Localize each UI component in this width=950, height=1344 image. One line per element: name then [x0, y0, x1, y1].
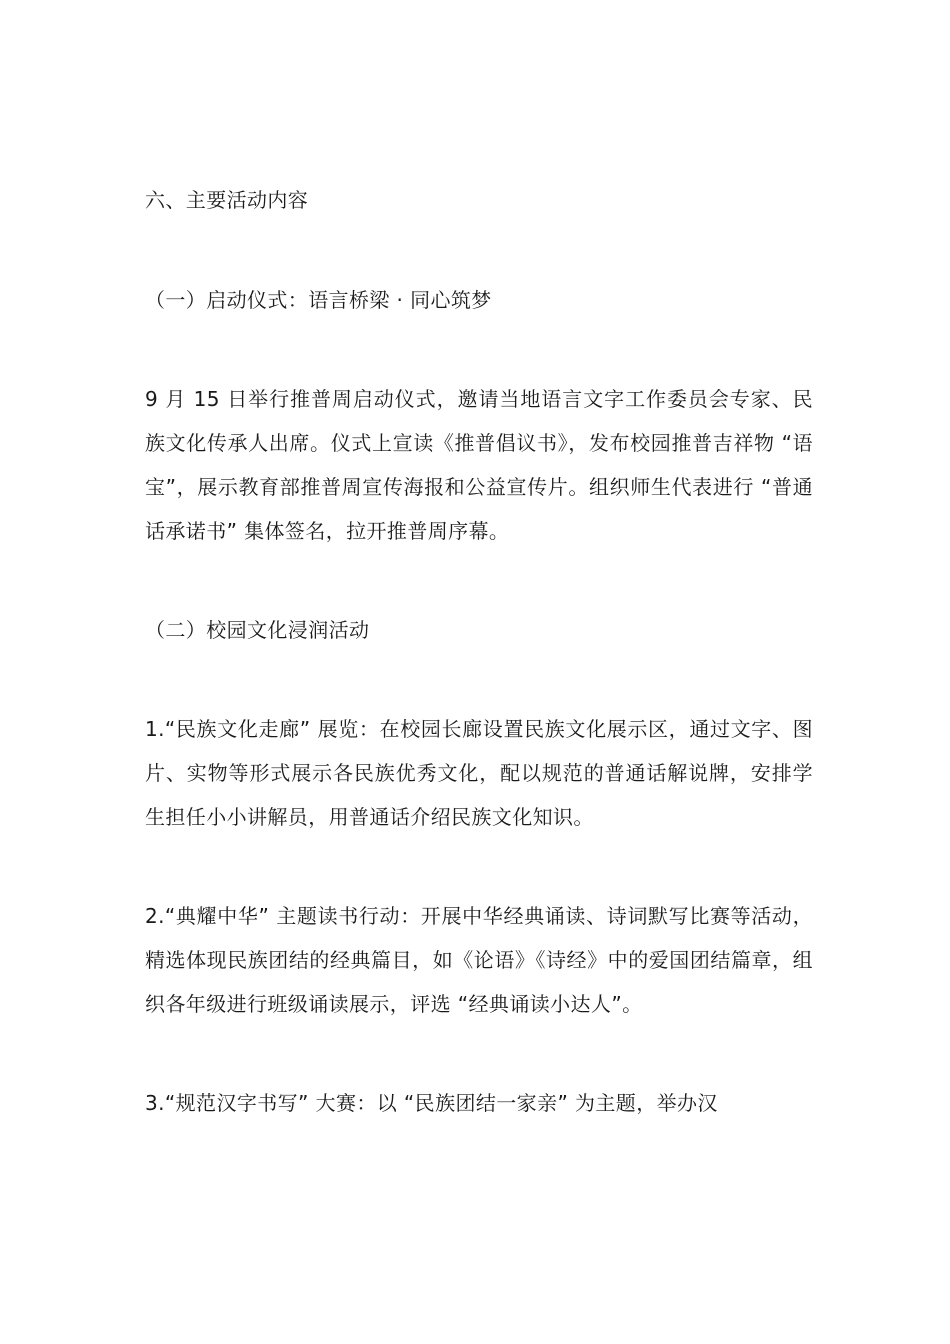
subsection-heading-campus-culture: （二）校园文化浸润活动: [145, 618, 370, 642]
section-heading: 六、主要活动内容: [145, 188, 309, 212]
paragraph-launch-ceremony: 9 月 15 日举行推普周启动仪式，邀请当地语言文字工作委员会专家、民族文化传承人出席。仪式上宣读《推普倡议书》，发布校园推普吉祥物 “语宝”，展示教育部推普周宣传海报和公益宣传片。组织师生代表进行 “普通话承诺书” 集体签名，拉开推普周序幕。: [145, 387, 813, 543]
paragraph-item-1: 1.“民族文化走廊” 展览：在校园长廊设置民族文化展示区，通过文字、图片、实物等形式展示各民族优秀文化，配以规范的普通话解说牌，安排学生担任小小讲解员，用普通话介绍民族文化知识。: [145, 717, 813, 829]
paragraph-item-3: 3.“规范汉字书写” 大赛：以 “民族团结一家亲” 为主题，举办汉: [145, 1091, 718, 1115]
subsection-heading-launch-ceremony: （一）启动仪式：语言桥梁 · 同心筑梦: [145, 288, 492, 312]
paragraph-item-2: 2.“典耀中华” 主题读书行动：开展中华经典诵读、诗词默写比赛等活动，精选体现民族团结的经典篇目，如《论语》《诗经》中的爱国团结篇章，组织各年级进行班级诵读展示，评选 “经典诵读小达人”。: [145, 904, 813, 1016]
document-content: [145, 178, 813, 1125]
